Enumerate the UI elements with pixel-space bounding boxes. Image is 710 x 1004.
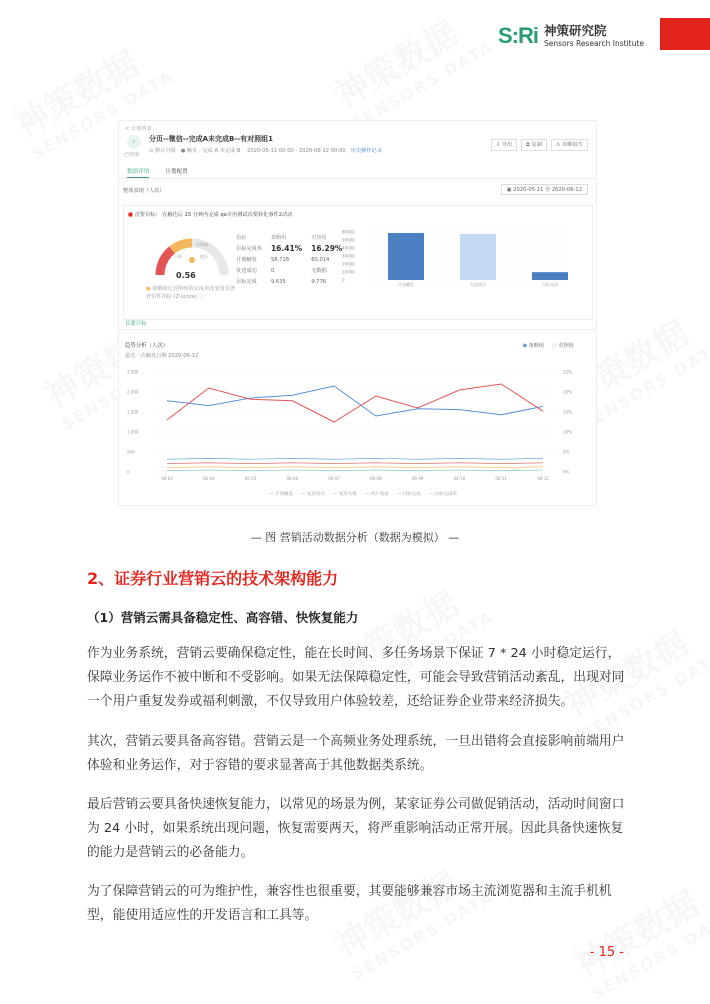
tab-primary-goal[interactable]: 首要目标 (125, 319, 147, 330)
history-link[interactable]: 历史操作记录 (350, 148, 382, 154)
bar (532, 272, 568, 280)
y-tick-label: 40000 (342, 245, 355, 251)
group-radio (522, 342, 574, 349)
x-tick-label: 06-09 (411, 476, 424, 481)
legend-item: — 发送成功 (300, 492, 325, 497)
export-button[interactable]: ⇩ 导出 (491, 139, 517, 151)
copy-button[interactable]: ⧉ 复制 (521, 139, 547, 151)
paragraph: 其次，营销云要具备高容错。营销云是一个高频业务处理系统，一旦出错将会直接影响前端用户体验和业务运作，对于容错的要求显著高于其他数据类系统。 (87, 734, 625, 773)
subsection-title: （1）营销云需具备稳定性、高容错、快恢复能力 (87, 610, 359, 625)
brand-name-cn: 神策研究院 (544, 23, 607, 38)
series-low-line (167, 458, 543, 459)
x-tick-label: 06-05 (244, 476, 257, 481)
y-tick-label: 2,000 (127, 389, 139, 395)
y2-tick-label: 20% (563, 389, 572, 395)
x-tick-label: 06-11 (495, 476, 508, 481)
x-tick-label: 06-03 (161, 476, 173, 481)
y-tick-label: 50000 (342, 237, 355, 243)
x-tick-label: 06-07 (328, 476, 340, 481)
bar (460, 234, 496, 280)
status-label: 已结束 (124, 152, 140, 158)
tab-data-detail[interactable]: 数据详情 (127, 167, 149, 178)
x-tick-label: 发送成功 (470, 282, 486, 287)
date-range-picker[interactable]: ▣ 2020-05-11 至 2020-06-12 (501, 184, 588, 195)
table-row: 计划触发 58,728 60,014 (236, 256, 330, 263)
header-accent-bar (660, 18, 710, 50)
table-row: 发送成功 0 无数据 (236, 267, 327, 274)
x-tick-label: 06-12 (537, 476, 549, 481)
report-button[interactable]: ⚠ 诊断报告 (551, 139, 588, 151)
tab-plan-config[interactable]: 计划配置 (165, 169, 188, 175)
table-header-row: 指标 策略组 对照组 (236, 235, 327, 241)
series-low-line (167, 467, 543, 468)
y-tick-label: 0 (127, 469, 130, 475)
gauge-label-down: 下降 (174, 254, 182, 259)
x-tick-label: 目标完成 (542, 282, 558, 287)
y2-tick-label: 5% (563, 449, 570, 455)
gauge-label-up: 提升 (200, 254, 208, 259)
paragraph: 为了保障营销云的可为维护性，兼容性也很重要，其要能够兼容市场主流浏览器和主流手机机型，能使用适应性的开发语言和工具等。 (87, 884, 612, 923)
table-row: 目标完成率 16.41% 16.29% (236, 244, 343, 253)
x-tick-label: 计划触发 (398, 282, 414, 287)
y2-tick-label: 25% (563, 369, 572, 375)
legend-item: — 目标完成率 (428, 492, 458, 497)
y2-tick-label: 0% (563, 469, 570, 475)
goal-text: ■ 首要目标： 在触达后 15 分钟内完成 qa专用测试次要转化事件2动动 (128, 212, 293, 218)
radio-control[interactable]: ○ 对照组 (552, 342, 574, 349)
y-tick-label: 20000 (342, 261, 355, 267)
plan-title: 分页--微信--完成A未完成B--有对照组1 (149, 135, 274, 143)
x-tick-label: 06-04 (202, 476, 215, 481)
watermark (324, 0, 497, 134)
chart-legend (269, 491, 457, 497)
trend-title: 趋势分析（人次） (125, 343, 169, 349)
legend-item: — 用户查看 (364, 492, 389, 497)
legend-item: — 目标完成 (396, 492, 421, 497)
y2-tick-label: 10% (563, 429, 572, 435)
figure-caption: — 图 营销活动数据分析（数据为模拟） — (250, 531, 460, 544)
overall-label: 整体表现（人次） (123, 188, 165, 194)
table-row: 目标完成 9,635 9,776 (236, 278, 327, 285)
brand-name-en: Sensors Research Institute (544, 38, 644, 48)
action-bar (491, 139, 588, 151)
y-tick-label: 30000 (342, 253, 355, 259)
bar (388, 233, 424, 280)
plan-meta: ⊙ 默认分组 ● 触发 - 完成 A 未完成 B 2020-05-11 00:00 - 2020-06-12 00:00 历史操作记录 (149, 148, 382, 154)
series-blue-line (167, 386, 543, 416)
page-number: - 15 - (589, 945, 624, 960)
status-icon: ✓ (127, 135, 141, 149)
brand-logo (498, 22, 644, 50)
paragraph: 作为业务系统，营销云要确保稳定性，能在长时间、多任务场景下保证 7 * 24 小时稳定运行，保障业务运作不被中断和不受影响。如果无法保障稳定性，可能会导致营销活动紊乱，出现对同一个用户重复发券或福利刺激，不仅导致用户体验较差，还给证券企业带来经济损失。 (87, 646, 625, 709)
tab-bar (127, 167, 188, 178)
y2-tick-label: 15% (563, 409, 572, 415)
bar-chart (342, 228, 582, 292)
x-tick-label: 06-06 (286, 476, 299, 481)
figure-screenshot (118, 120, 597, 506)
y-tick-label: 10000 (342, 269, 355, 275)
x-tick-label: 06-10 (453, 476, 466, 481)
metrics-table (236, 232, 351, 287)
gauge-value: 0.56 (176, 271, 196, 280)
y-tick-label: 0 (342, 277, 345, 283)
goal-panel (123, 205, 593, 320)
trend-subtitle: 最近一次触发日期 2020-06-12 (125, 353, 199, 359)
legend-item: — 发送失败 (332, 492, 357, 497)
y-tick-label: 1,000 (127, 429, 139, 435)
paragraph: 最后营销云要具备快速恢复能力，以常见的场景为例，某家证券公司做促销活动，活动时间窗口为 24 小时，如果系统出现问题，恢复需要两天，将严重影响活动正常开展。因此具备快速恢复的能力是营销云的必备能力。 (87, 797, 625, 860)
y-tick-label: 2,500 (127, 369, 139, 375)
y-tick-label: 60000 (342, 229, 355, 235)
breadcrumb[interactable]: < 计划列表 (125, 126, 152, 132)
x-tick-label: 06-08 (370, 476, 382, 481)
section-title: 2、证券行业营销云的技术架构能力 (87, 569, 339, 588)
series-low-line (167, 470, 543, 471)
gauge-note: ● 策略组比对照组的完成率改变量显著 置信性指标 (Z-score) ⓘ (146, 286, 236, 300)
legend-item: — 计划触发 (269, 492, 293, 497)
y-tick-label: 1,500 (127, 409, 139, 415)
trend-line-chart (127, 364, 587, 489)
y-tick-label: 500 (127, 449, 135, 455)
series-low-line (167, 463, 543, 464)
logo-mark: S:Ri (498, 23, 538, 48)
radio-strategy[interactable]: ◉ 策略组 (522, 342, 544, 349)
gauge-label-none: 无影响 (196, 242, 208, 247)
